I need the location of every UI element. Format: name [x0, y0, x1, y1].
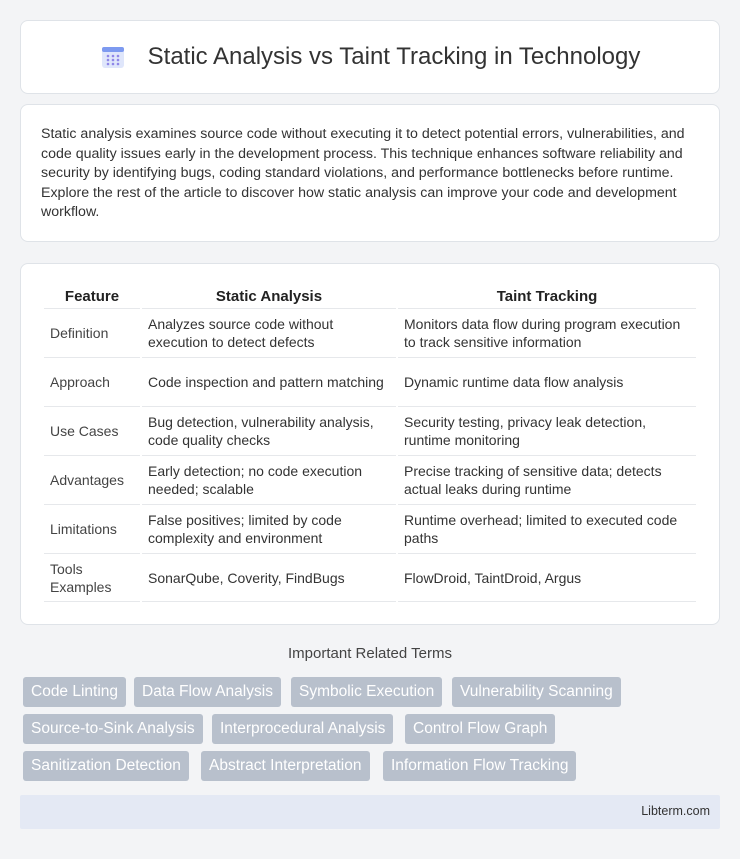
row-static: Analyzes source code without execution to detect defects	[142, 308, 396, 357]
row-static: Code inspection and pattern matching	[142, 357, 396, 406]
row-static: Early detection; no code execution needed; scalable	[142, 455, 396, 504]
row-taint: Security testing, privacy leak detection, runtime monitoring	[398, 406, 696, 455]
tag-interprocedural-analysis[interactable]: Interprocedural Analysis	[212, 714, 393, 744]
row-taint: Runtime overhead; limited to executed code paths	[398, 504, 696, 553]
table-row	[44, 406, 696, 455]
row-taint: Monitors data flow during program execution to track sensitive information	[398, 308, 696, 357]
tag-data-flow-analysis[interactable]: Data Flow Analysis	[134, 677, 281, 707]
table-row	[44, 553, 696, 602]
header-feature: Feature	[64, 287, 120, 305]
row-feature: Tools Examples	[44, 553, 140, 602]
table-row	[44, 504, 696, 553]
row-feature: Definition	[44, 308, 140, 357]
tag-information-flow-tracking[interactable]: Information Flow Tracking	[383, 751, 576, 781]
table-row	[44, 308, 696, 357]
table-header-row	[44, 284, 696, 308]
tag-control-flow-graph[interactable]: Control Flow Graph	[405, 714, 555, 744]
calendar-grid-icon	[100, 44, 126, 70]
page-title: Static Analysis vs Taint Tracking in Technology	[147, 43, 641, 70]
tag-vulnerability-scanning[interactable]: Vulnerability Scanning	[452, 677, 621, 707]
row-static: False positives; limited by code complexity and environment	[142, 504, 396, 553]
tag-code-linting[interactable]: Code Linting	[23, 677, 126, 707]
table-row	[44, 455, 696, 504]
comparison-table	[42, 284, 698, 602]
header-card	[20, 20, 720, 94]
row-static: SonarQube, Coverity, FindBugs	[142, 553, 396, 602]
tag-symbolic-execution[interactable]: Symbolic Execution	[291, 677, 442, 707]
tag-abstract-interpretation[interactable]: Abstract Interpretation	[201, 751, 370, 781]
header-taint-tracking: Taint Tracking	[496, 287, 598, 305]
row-feature: Use Cases	[44, 406, 140, 455]
row-feature: Limitations	[44, 504, 140, 553]
footer-brand[interactable]: Libterm.com	[641, 804, 710, 818]
row-taint: Precise tracking of sensitive data; detects actual leaks during runtime	[398, 455, 696, 504]
related-terms-title: Important Related Terms	[288, 645, 452, 662]
row-taint: Dynamic runtime data flow analysis	[398, 357, 696, 406]
row-feature: Approach	[44, 357, 140, 406]
comparison-card	[20, 263, 720, 625]
intro-text: Static analysis examines source code without executing it to detect potential errors, vulnerabilities, and code quality issues early in the development process. This technique enhances software reliability and security by identifying bugs, coding standard violations, and performance bottlenecks before runtime. Explore the rest of the article to discover how static analysis can improve your code and development workflow.	[41, 126, 685, 221]
row-static: Bug detection, vulnerability analysis, code quality checks	[142, 406, 396, 455]
row-feature: Advantages	[44, 455, 140, 504]
tag-source-to-sink-analysis[interactable]: Source-to-Sink Analysis	[23, 714, 203, 744]
row-taint: FlowDroid, TaintDroid, Argus	[398, 553, 696, 602]
tag-sanitization-detection[interactable]: Sanitization Detection	[23, 751, 189, 781]
header-static-analysis: Static Analysis	[215, 287, 323, 305]
footer	[20, 795, 720, 829]
intro-card	[20, 104, 720, 242]
table-row	[44, 357, 696, 406]
